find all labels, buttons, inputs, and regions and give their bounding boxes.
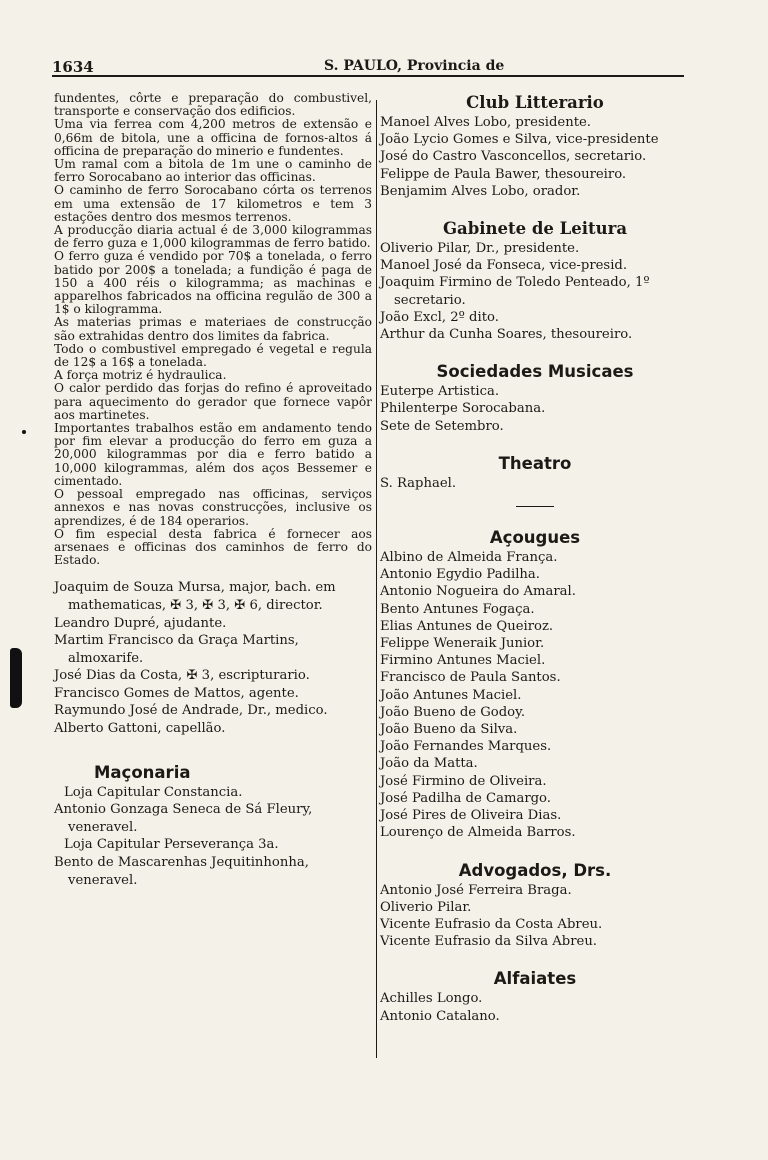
- list-item: Felippe Weneraik Junior.: [380, 636, 545, 652]
- list-item: Antonio José Ferreira Braga.: [380, 882, 572, 898]
- list-item: Oliverio Pilar.: [380, 899, 472, 915]
- alfaiates-section: [380, 968, 690, 1024]
- list-item: Albino de Almeida França.: [380, 550, 558, 566]
- section-heading: Club Litterario: [466, 93, 604, 112]
- list-item: João Bueno da Silva.: [380, 722, 518, 738]
- staff-entry: José Dias da Costa, ✠ 3, escripturario.: [54, 668, 310, 684]
- list-item: Lourenço de Almeida Barros.: [380, 825, 576, 841]
- list-item: João Bueno de Godoy.: [380, 704, 526, 720]
- section-heading: Açougues: [489, 528, 581, 548]
- theatro-section: [380, 453, 690, 507]
- list-item: S. Raphael.: [380, 475, 457, 491]
- list-item: Bento Antunes Fogaça.: [380, 601, 535, 617]
- paragraph: O ferro guza é vendido por 70$ a tonelada, o ferro batido por 200$ a tonelada; a fundição é paga de 150 a 400 réis o kilogramma; as machinas e apparelhos fabricados na officina regulão de 300 a 1$ o kilogramma.: [54, 249, 372, 317]
- paragraph: O fim especial desta fabrica é fornecer aos arsenaes e officinas dos caminhos de ferro do Estado.: [54, 526, 372, 568]
- header-rule: [52, 75, 684, 77]
- list-item: Oliverio Pilar, Dr., presidente.: [380, 241, 580, 257]
- paragraph: Um ramal com a bitola de 1m une o caminho de ferro Sorocabano ao interior das officinas.: [54, 157, 372, 185]
- margin-mark: [10, 648, 22, 708]
- list-item: Francisco de Paula Santos.: [380, 670, 561, 686]
- club-section: [380, 92, 690, 200]
- staff-entry: Alberto Gattoni, capellão.: [54, 721, 226, 737]
- list-item: José Pires de Oliveira Dias.: [380, 808, 562, 824]
- paragraph: fundentes, côrte e preparação do combustivel, transporte e conservação dos edificios.: [54, 91, 372, 119]
- left-column: [54, 92, 372, 889]
- staff-entry: Martim Francisco da Graça Martins, almoxarife.: [54, 633, 299, 666]
- staff-entry: Raymundo José de Andrade, Dr., medico.: [54, 703, 328, 719]
- page-number: 1634: [52, 58, 94, 76]
- section-heading: Maçonaria: [94, 762, 191, 782]
- section-heading: Gabinete de Leitura: [442, 219, 628, 239]
- list-item: João Fernandes Marques.: [380, 739, 552, 755]
- list-item: Sete de Setembro.: [380, 418, 504, 434]
- section-heading: Advogados, Drs.: [458, 860, 612, 880]
- list-item: José do Castro Vasconcellos, secretario.: [380, 149, 647, 165]
- list-item: Elias Antunes de Queiroz.: [380, 618, 554, 634]
- staff-entry: Joaquim de Souza Mursa, major, bach. em mathematicas, ✠ 3, ✠ 3, ✠ 6, director.: [54, 580, 336, 613]
- staff-list: [54, 579, 372, 737]
- list-item: Loja Capitular Perseverança 3a.: [64, 837, 279, 853]
- list-item: Loja Capitular Constancia.: [64, 784, 243, 800]
- list-item: Achilles Longo.: [380, 991, 483, 1007]
- list-item: Philenterpe Sorocabana.: [380, 401, 546, 417]
- list-item: Joaquim Firmino de Toledo Penteado, 1º secretario.: [380, 275, 650, 308]
- paragraph: Uma via ferrea com 4,200 metros de extensão e 0,66m de bitola, une a officina de fornos-altos á officina de preparação do minerio e fundentes.: [54, 117, 372, 158]
- divider: [516, 506, 554, 507]
- right-column: [380, 92, 690, 1025]
- sociedades-section: [380, 361, 690, 435]
- list-item: José Padilha de Camargo.: [380, 790, 551, 806]
- column-divider: [376, 100, 377, 1058]
- advogados-section: [380, 860, 690, 951]
- list-item: Antonio Egydio Padilha.: [380, 567, 540, 583]
- acougues-section: [380, 527, 690, 841]
- list-item: Benjamim Alves Lobo, orador.: [380, 183, 581, 199]
- paragraph: A força motriz é hydraulica.: [54, 368, 227, 383]
- section-heading: Sociedades Musicaes: [436, 362, 634, 382]
- paragraph: O pessoal empregado nas officinas, serviços annexos e nas novas construcções, inclusive os aprendizes, é de 184 operarios.: [54, 487, 372, 528]
- list-item: João Lycio Gomes e Silva, vice-presidente: [380, 132, 659, 148]
- list-item: Vicente Eufrasio da Costa Abreu.: [380, 916, 603, 932]
- list-item: Antonio Nogueira do Amaral.: [380, 584, 576, 600]
- maconaria-section: [54, 762, 372, 890]
- paragraph: As materias primas e materiaes de construcção são extrahidas dentro dos limites da fabrica.: [54, 315, 372, 343]
- paragraph: Todo o combustivel empregado é vegetal e regula de 12$ a 16$ a tonelada.: [54, 341, 372, 370]
- list-item: Euterpe Artistica.: [380, 384, 500, 400]
- paragraph: Importantes trabalhos estão em andamento tendo por fim elevar a producção do ferro em guza a 20,000 kilogrammas por dia e ferro batido a 10,000 kilogrammas, além dos aços Bessemer e cimentado.: [54, 421, 372, 488]
- list-item: João Antunes Maciel.: [380, 687, 522, 703]
- list-item: Manoel Alves Lobo, presidente.: [380, 115, 591, 130]
- list-item: Arthur da Cunha Soares, thesoureiro.: [380, 327, 633, 343]
- list-item: Bento de Mascarenhas Jequitinhonha, veneravel.: [54, 855, 309, 888]
- page-title: S. PAULO, Provincia de: [324, 58, 505, 74]
- list-item: Antonio Gonzaga Seneca de Sá Fleury, veneravel.: [54, 802, 313, 835]
- list-item: Firmino Antunes Maciel.: [380, 653, 546, 669]
- list-item: Antonio Catalano.: [380, 1008, 500, 1024]
- paragraph: O caminho de ferro Sorocabano córta os terrenos em uma extensão de 17 kilometros e tem 3 estações dentro dos mesmos terrenos.: [54, 183, 372, 224]
- section-heading: Alfaiates: [493, 969, 577, 989]
- staff-entry: Leandro Dupré, ajudante.: [54, 615, 227, 631]
- section-heading: Theatro: [498, 453, 572, 473]
- staff-entry: Francisco Gomes de Mattos, agente.: [54, 685, 299, 701]
- running-header: [52, 58, 684, 82]
- paragraph: A producção diaria actual é de 3,000 kilogrammas de ferro guza e 1,000 kilogrammas de ferro batido.: [54, 223, 372, 251]
- gabinete-section: [380, 218, 690, 343]
- list-item: Felippe de Paula Bawer, thesoureiro.: [380, 166, 627, 182]
- list-item: João da Matta.: [380, 756, 478, 772]
- fabrica-description: [54, 92, 372, 567]
- list-item: José Firmino de Oliveira.: [380, 773, 547, 789]
- paragraph: O calor perdido das forjas do refino é aproveitado para aquecimento do gerador que fornece vapôr aos martinetes.: [54, 381, 372, 422]
- list-item: João Excl, 2º dito.: [380, 309, 499, 325]
- list-item: Vicente Eufrasio da Silva Abreu.: [380, 934, 598, 950]
- list-item: Manoel José da Fonseca, vice-presid.: [380, 258, 628, 274]
- ink-dot: [22, 430, 26, 434]
